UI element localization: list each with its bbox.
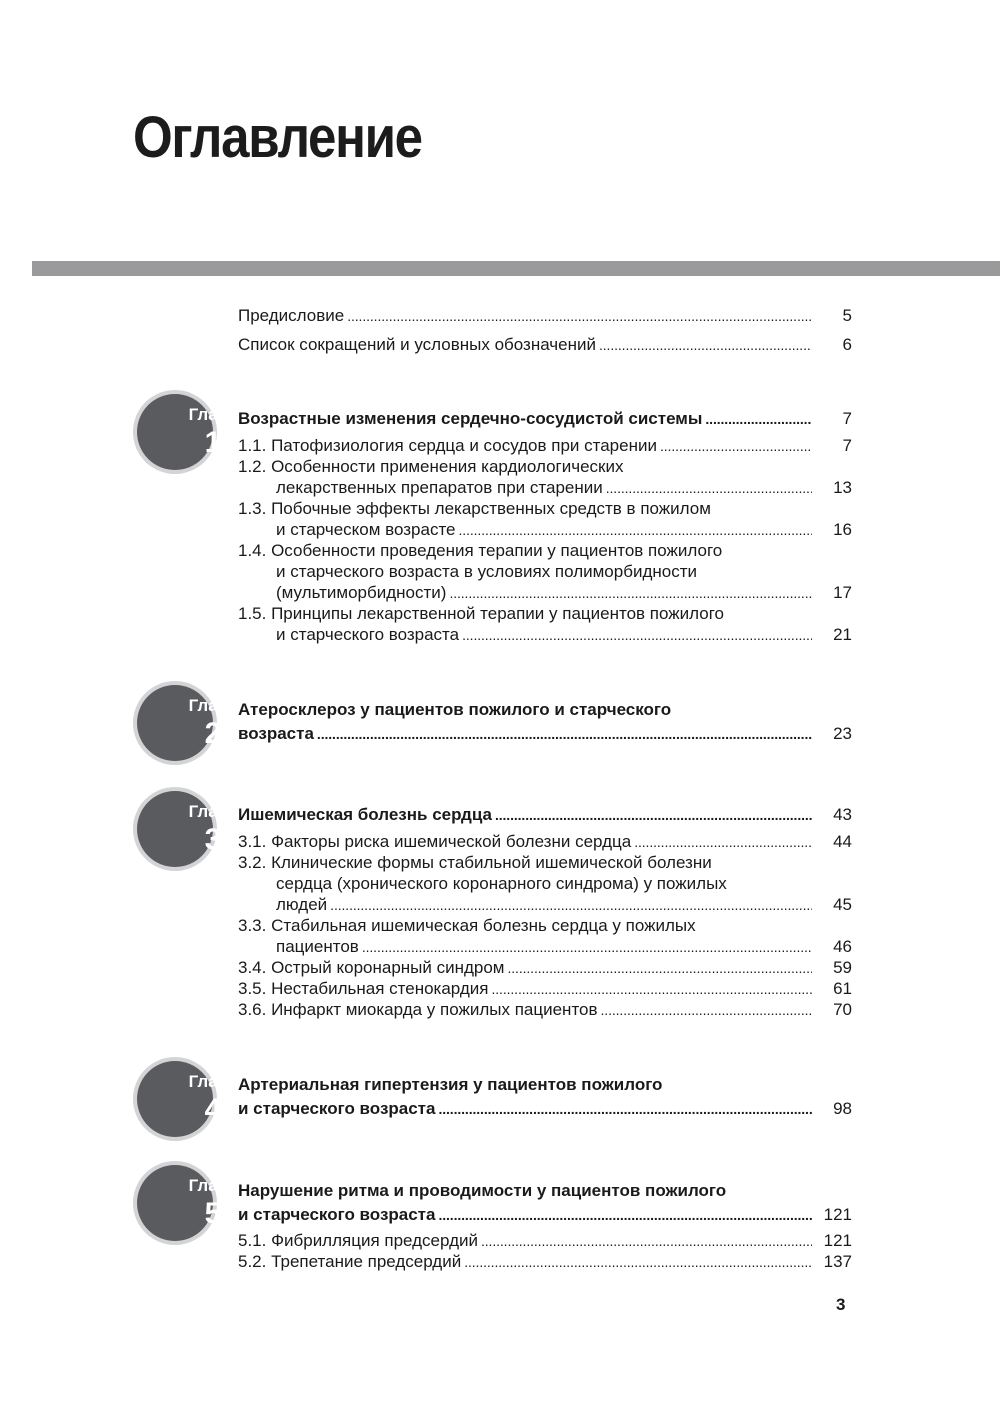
toc-page-number: 16	[833, 520, 852, 539]
dot-leader	[464, 1251, 812, 1273]
chapter-title[interactable]	[238, 408, 852, 430]
chapter-title[interactable]	[238, 723, 852, 745]
dot-leader	[705, 408, 812, 430]
dot-leader	[606, 477, 812, 499]
toc-entry[interactable]	[238, 334, 852, 356]
toc-section-text: 5.1. Фибрилляция предсердий	[238, 1231, 478, 1250]
toc-page-number: 5	[842, 306, 852, 325]
dot-leader	[634, 831, 812, 853]
chapter-title[interactable]	[238, 1204, 852, 1226]
dot-leader	[491, 978, 812, 1000]
chapter-badge-label: Глава	[188, 1072, 238, 1091]
dot-leader	[347, 305, 812, 327]
toc-section[interactable]	[238, 978, 852, 1000]
dot-leader	[599, 334, 812, 356]
toc-section[interactable]	[276, 519, 852, 541]
toc-page-number: 43	[833, 805, 852, 824]
toc-page-number: 17	[833, 583, 852, 602]
toc-page-number: 23	[833, 724, 852, 743]
chapter-badge	[133, 787, 238, 871]
dot-leader	[459, 519, 812, 541]
toc-section[interactable]	[276, 582, 852, 604]
chapter-badge	[133, 681, 238, 765]
toc-section[interactable]	[238, 831, 852, 853]
toc-page-number: 13	[833, 478, 852, 497]
toc-page-number: 44	[833, 832, 852, 851]
toc-section[interactable]	[276, 936, 852, 958]
toc-section-text: 3.1. Факторы риска ишемической болезни сердца	[238, 832, 632, 851]
chapter-title-text: и старческого возраста	[238, 1099, 436, 1118]
toc-page-number: 46	[833, 937, 852, 956]
toc-entry-text: Список сокращений и условных обозначений	[238, 335, 596, 354]
page-title: Оглавление	[133, 105, 422, 170]
toc-section-line: 3.3. Стабильная ишемическая болезнь сердца у пожилых	[238, 916, 696, 935]
toc-page-number: 61	[833, 979, 852, 998]
toc-page-number: 7	[842, 436, 852, 455]
toc-section-line: сердца (хронического коронарного синдрома) у пожилых	[276, 874, 727, 893]
toc-section[interactable]	[276, 624, 852, 646]
toc-page-number: 7	[842, 409, 852, 428]
chapter-title-line: Артериальная гипертензия у пациентов пожилого	[238, 1075, 663, 1094]
toc-section-text: 3.5. Нестабильная стенокардия	[238, 979, 489, 998]
chapter-title-line: Атеросклероз у пациентов пожилого и старческого	[238, 700, 672, 719]
chapter-title-text: возраста	[238, 724, 314, 743]
chapter-badge-number: 4	[204, 1093, 222, 1126]
dot-leader	[438, 1204, 812, 1226]
page-number: 3	[836, 1295, 846, 1314]
toc-section-line: 1.3. Побочные эффекты лекарственных средств в пожилом	[238, 499, 711, 518]
chapter-badge	[133, 390, 238, 474]
toc-section[interactable]	[238, 1230, 852, 1252]
chapter-badge-number: 3	[204, 823, 222, 856]
chapter-badge	[133, 1057, 238, 1141]
dot-leader	[330, 894, 812, 916]
chapter-badge-number: 5	[204, 1197, 222, 1230]
toc-section[interactable]	[276, 477, 852, 499]
toc-section[interactable]	[238, 435, 852, 457]
toc-section-text: 1.1. Патофизиология сердца и сосудов при старении	[238, 436, 657, 455]
toc-section-text: пациентов	[276, 937, 359, 956]
toc-entry-text: Предисловие	[238, 306, 345, 325]
toc-page-number: 121	[823, 1205, 852, 1224]
toc-section-text: и старческом возрасте	[276, 520, 456, 539]
toc-section-line: 1.2. Особенности применения кардиологических	[238, 457, 624, 476]
chapter-title-text: Возрастные изменения сердечно-сосудистой системы	[238, 409, 703, 428]
dot-leader	[481, 1230, 812, 1252]
chapter-badge-label: Глава	[188, 802, 238, 821]
dot-leader	[660, 435, 812, 457]
toc-page-number: 70	[833, 1000, 852, 1019]
dot-leader	[362, 936, 812, 958]
chapter-title[interactable]	[238, 1098, 852, 1120]
dot-leader	[438, 1098, 812, 1120]
dot-leader	[495, 804, 812, 826]
chapter-title-text: Ишемическая болезнь сердца	[238, 805, 492, 824]
dot-leader	[601, 999, 812, 1021]
toc-section-line: 3.2. Клинические формы стабильной ишемической болезни	[238, 853, 712, 872]
chapter-badge	[133, 1161, 238, 1245]
chapter-title-text: и старческого возраста	[238, 1205, 436, 1224]
toc-page-number: 98	[833, 1099, 852, 1118]
toc-section-text: людей	[276, 895, 328, 914]
toc-section[interactable]	[238, 957, 852, 979]
toc-page-number: 137	[823, 1252, 852, 1271]
toc-section-line: и старческого возраста в условиях полиморбидности	[276, 562, 697, 581]
toc-page-number: 6	[842, 335, 852, 354]
chapter-badge-label: Глава	[188, 405, 238, 424]
toc-section-text: лекарственных препаратов при старении	[276, 478, 603, 497]
dot-leader	[462, 624, 812, 646]
toc-section-line: 1.4. Особенности проведения терапии у пациентов пожилого	[238, 541, 723, 560]
header-divider-bar	[32, 261, 1000, 276]
chapter-title[interactable]	[238, 804, 852, 826]
toc-section-text: 5.2. Трепетание предсердий	[238, 1252, 462, 1271]
toc-section[interactable]	[238, 999, 852, 1021]
toc-section[interactable]	[276, 894, 852, 916]
toc-entry[interactable]	[238, 305, 852, 327]
toc-section[interactable]	[238, 1251, 852, 1273]
toc-section-line: 1.5. Принципы лекарственной терапии у пациентов пожилого	[238, 604, 724, 623]
chapter-badge-number: 2	[204, 717, 222, 750]
toc-section-text: и старческого возраста	[276, 625, 460, 644]
chapter-badge-number: 1	[204, 426, 222, 459]
toc-section-text: 3.4. Острый коронарный синдром	[238, 958, 505, 977]
toc-page-number: 59	[833, 958, 852, 977]
chapter-badge-label: Глава	[188, 696, 238, 715]
chapter-badge-label: Глава	[188, 1176, 238, 1195]
dot-leader	[317, 723, 812, 745]
dot-leader	[449, 582, 812, 604]
toc-page-number: 21	[833, 625, 852, 644]
toc-section-text: (мультиморбидности)	[276, 583, 447, 602]
toc-page-number: 45	[833, 895, 852, 914]
toc-section-text: 3.6. Инфаркт миокарда у пожилых пациентов	[238, 1000, 598, 1019]
chapter-title-line: Нарушение ритма и проводимости у пациентов пожилого	[238, 1181, 727, 1200]
toc-page-number: 121	[823, 1231, 852, 1250]
dot-leader	[508, 957, 813, 979]
